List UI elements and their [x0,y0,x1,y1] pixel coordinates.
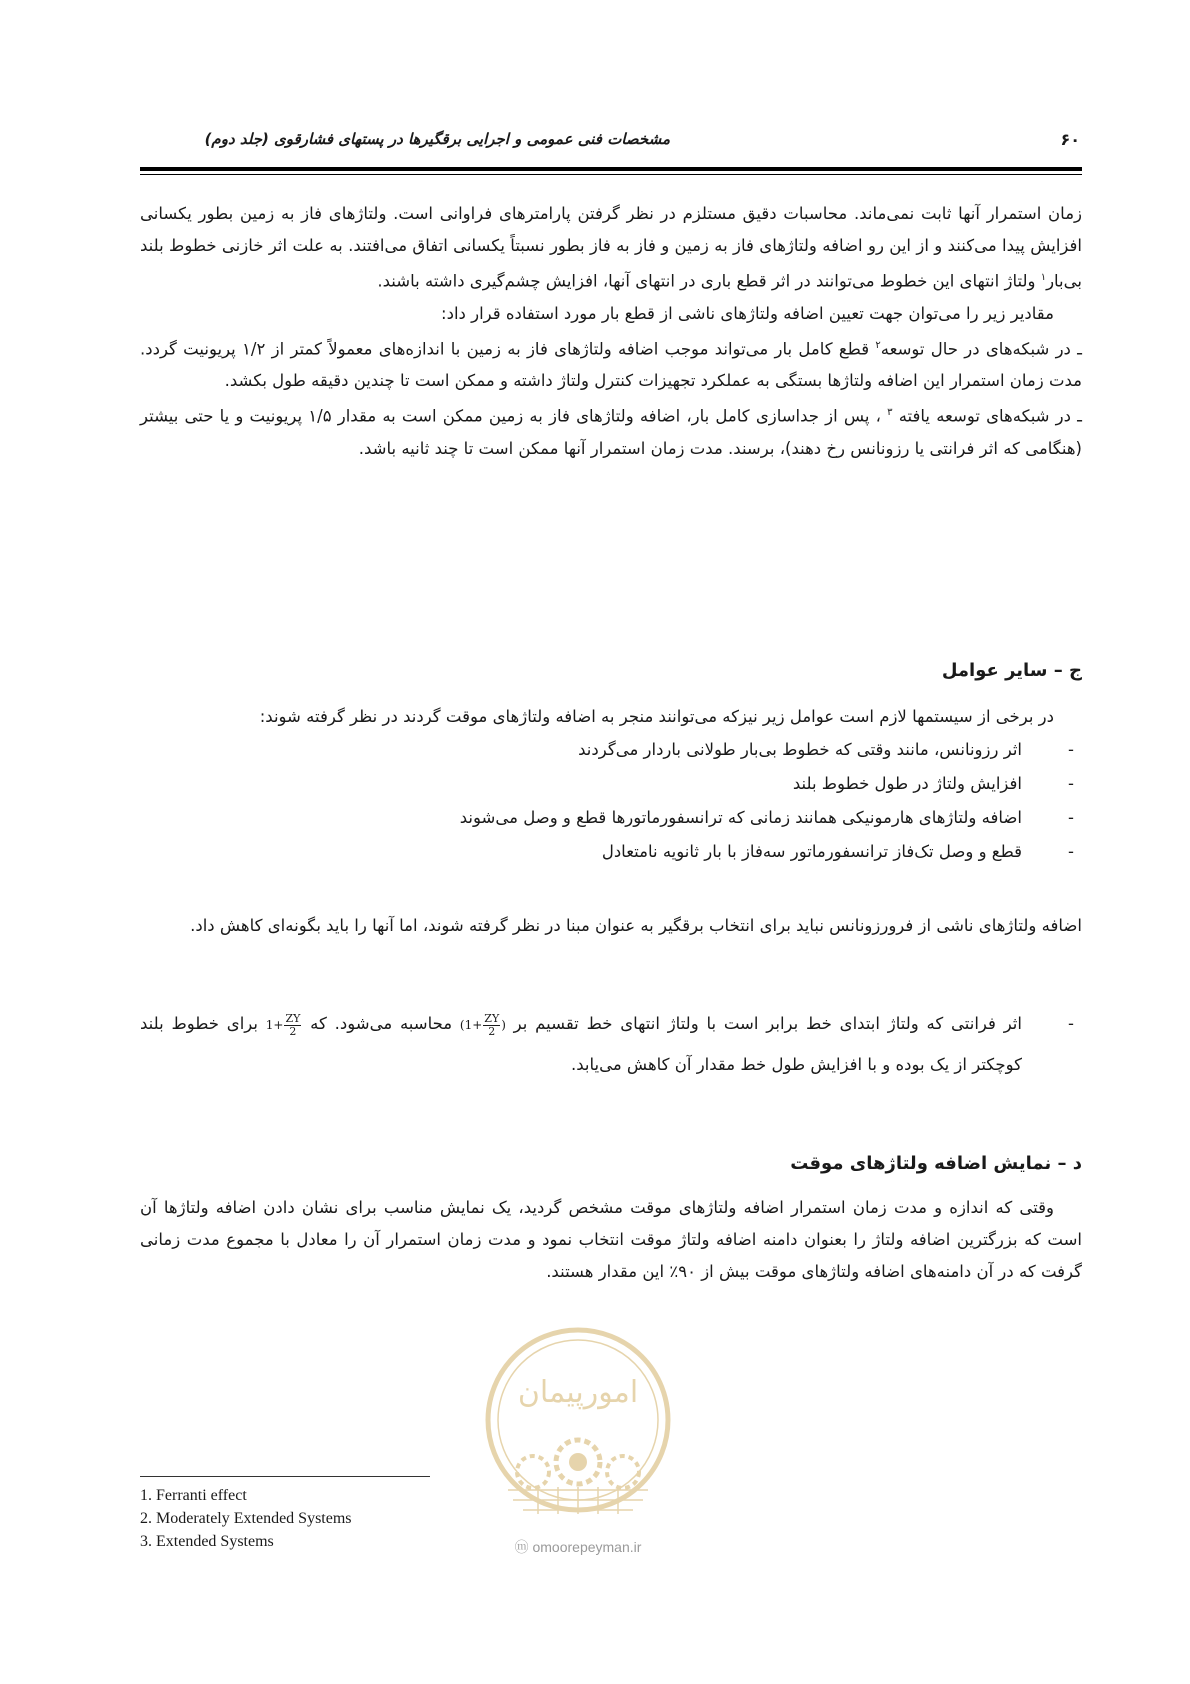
footnote-item: 1. Ferranti effect [140,1487,247,1504]
watermark-logo [478,1322,678,1562]
watermark-url: ⓜ omoorepeyman.ir [514,1539,642,1555]
running-header-title: مشخصات فنی عمومی و اجرایی برقگیرها در پستهای فشارقوی (جلد دوم) [204,130,670,148]
section-c-bullet-list [140,733,1082,869]
intro-paragraph-4: ـ در شبکه‌های توسعه یافته $^۳$ ، پس از جداسازی کامل بار، اضافه ولتاژهای فاز به زمین ممکن است به مقدار ۱/۵ پریونیت و یا حتی بیشتر (هنگامی که اثر فرانتی یا رزونانس رخ دهند)، برسند. مدت زمان استمرار آنها ممکن است تا چند ثانیه باشد. [140,406,1082,458]
intro-paragraph-1: زمان استمرار آنها ثابت نمی‌ماند. محاسبات دقیق مستلزم در نظر گرفتن پارامترهای فراوانی است. ولتاژهای فاز به زمین بطور یکسانی افزایش پیدا می‌کنند و از این رو اضافه ولتاژهای فاز به زمین و فاز به فاز بطور نسبتاً یکسانی اتفاق می‌افتند. به علت اثر خازنی خطوط بلند بی‌بار$^۱$ ولتاژ انتهای این خطوط می‌توانند در اثر قطع باری در انتهای آنها، افزایش چشم‌گیری داشته باشند. [140,204,1082,291]
section-c-heading: ج – سایر عوامل [941,660,1082,681]
intro-section [140,198,1082,465]
footnote-rule [140,1476,430,1477]
section-d-heading: د – نمایش اضافه ولتاژهای موقت [790,1153,1082,1174]
intro-paragraph-3: ـ در شبکه‌های در حال توسعه$^۲$ قطع کامل بار می‌تواند موجب اضافه ولتاژهای فاز به زمین با اندازه‌های معمولاً کمتر از ۱/۲ پریونیت گردد. مدت زمان استمرار این اضافه ولتاژها بستگی به عملکرد تجهیزات کنترل ولتاژ داشته و ممکن است تا چندین دقیقه طول بکشد. [140,339,1083,390]
footnote-ref-3[interactable]: ۳ [887,407,893,418]
list-item: - اضافه ولتاژهای هارمونیکی همانند زمانی که ترانسفورماتورها قطع و وصل می‌شوند [459,808,1074,827]
list-item: - اثر رزونانس، مانند وقتی که خطوط بی‌بار طولانی باردار می‌گردند [578,740,1074,759]
formula-1: (1+ $\frac{ZY}{2}$ ) [459,1012,506,1038]
formula-2: 1+ $\frac{ZY}{2}$ [265,1012,301,1038]
list-item: - قطع و وصل تک‌فاز ترانسفورماتور سه‌فاز با بار ثانویه نامتعادل [601,842,1074,861]
section-c-intro: در برخی از سیستمها لازم است عوامل زیر نیزکه می‌توانند منجر به اضافه ولتاژهای موقت گردند در نظر گرفته شوند: [259,707,1054,726]
footnote-item: 3. Extended Systems [140,1533,274,1550]
section-d-body: وقتی که اندازه و مدت زمان استمرار اضافه ولتاژهای موقت مشخص گردید، یک نمایش مناسب برای نشان دادن اضافه ولتاژها آن است که بزرگترین اضافه ولتاژ را بعنوان دامنه اضافه ولتاژ موقت انتخاب نمود و مدت زمان استمرار آن را معادل با مجموع مدت زمانی گرفت که در آن دامنه‌های اضافه ولتاژهای موقت بیش از ۹۰٪ این مقدار هستند. [140,1198,1082,1281]
watermark-logo-text: امورپیمان [517,1375,639,1410]
footnote-ref-2[interactable]: ۲ [875,339,881,351]
list-item: - اثر فرانتی که ولتاژ ابتدای خط برابر است با ولتاژ انتهای خط تقسیم بر (1+ $\frac{ZY}{2}$ ) محاسبه می‌شود. که 1+ $\frac{ZY}{2}$ برای خطوط بلند کوچکتر از یک بوده و با افزایش طول خط مقدار آن کاهش می‌یابد. [140,1012,1074,1074]
footnote-item: 2. Moderately Extended Systems [140,1510,352,1527]
intro-paragraph-2: مقادیر زیر را می‌توان جهت تعیین اضافه ولتاژهای ناشی از قطع بار مورد استفاده قرار داد: [441,303,1054,323]
footnotes [140,1484,352,1553]
header-rule-thin [140,174,1082,175]
list-item: - افزایش ولتاژ در طول خطوط بلند [792,774,1074,793]
ferroresonance-note: اضافه ولتاژهای ناشی از فرورزونانس نباید برای انتخاب برقگیر به عنوان مبنا در نظر گرفته شوند، اما آنها را باید بگونه‌ای کاهش داد. [190,916,1082,935]
ferranti-bullet [140,1004,1082,1085]
header-rule-thick [140,167,1082,171]
footnote-ref-1[interactable]: ۱ [1040,272,1047,283]
page-number: ۶۰ [1060,130,1080,149]
